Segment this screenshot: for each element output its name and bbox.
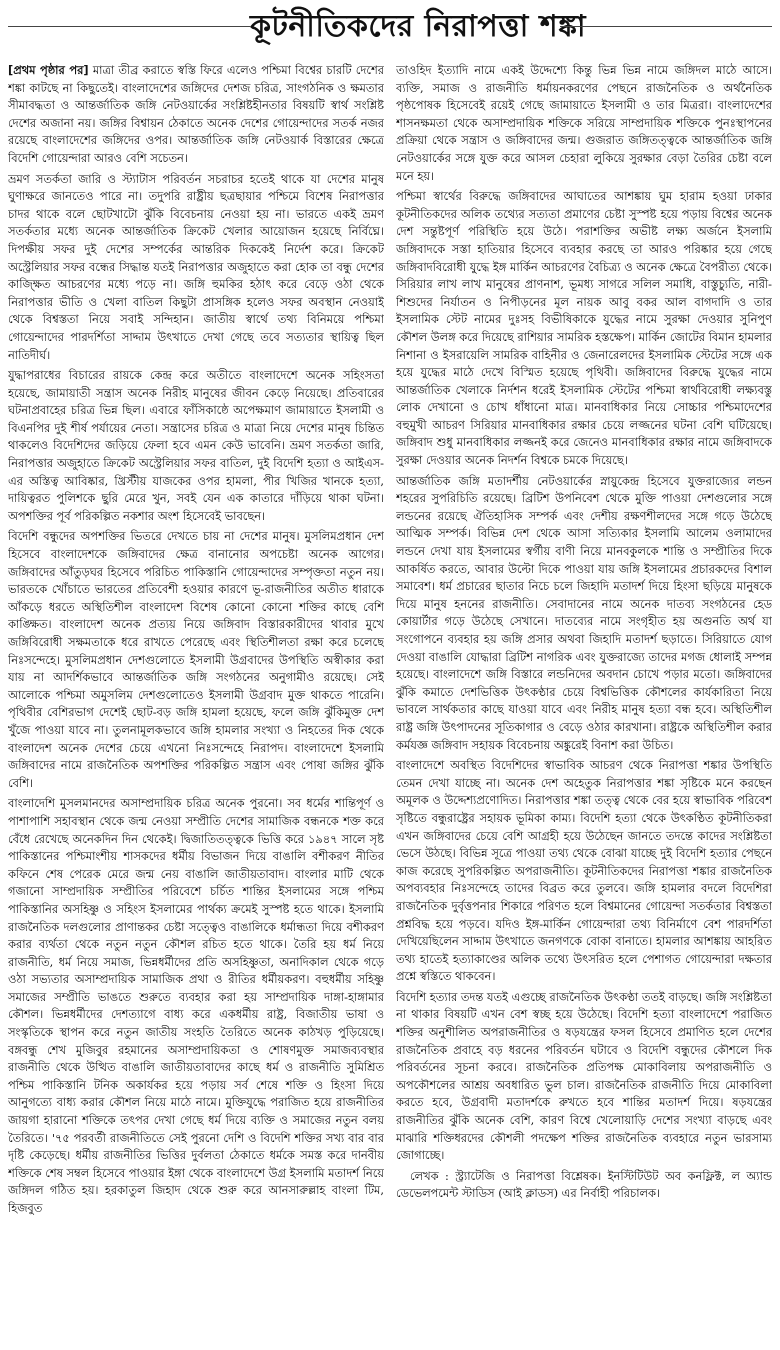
paragraph: বিদেশি বন্ধুদের অপশক্তির ভিতরে দেখতে চায় না দেশের মানুষ। মুসলিমপ্রধান দেশ হিসেবে বাংলাদেশকে জঙ্গিবাদের ক্ষেত্র বানানোর অপচেষ্টা অনেক আগের। জঙ্গিবাদের আঁতুড়ঘর হিসেবে পরিচিত পাকিস্তানি গোয়েন্দাদের সম্পৃক্ততা নতুন নয়। ভারতকে খোঁচাতে ভারতের প্রতিবেশী হওয়ার কারণে ভূ-রাজনীতির অতীত ধারাকে আঁকড়ে ধরতে অস্থিতিশীল বাংলাদেশ বিশেষ কোনো কোনো শক্তির কাছে বেশি কাঙ্ক্ষিত। বাংলাদেশ অনেক প্রত্যয় নিয়ে জঙ্গিবাদ বিস্তারকারীদের থাবার মুখে জঙ্গিবিরোধী সক্ষমতাকে ধরে রাখতে পেরেছে এবং স্থিতিশীলতা রক্ষা করে চলেছে নিঃসন্দেহে। মুসলিমপ্রধান দেশগুলোতে ইসলামী উগ্রবাদের উপস্থিতি অস্বীকার করা যায় না আদর্শিকভাবে আন্তর্জাতিক জঙ্গি সংগঠনের অনুগামীও রয়েছে। সেই আলোকে পশ্চিমা অমুসলিম দেশগুলোতেও ইসলামী উগ্রবাদ মুক্ত থাকতে পারেনি। পৃথিবীর বেশিরভাগ দেশেই ছোট-বড় জঙ্গি হামলা হয়েছে, ফলে জঙ্গি ঝুঁকিমুক্ত দেশ খুঁজে পাওয়া যাবে না। তুলনামূলকভাবে জঙ্গি হামলার সংখ্যা ও নিহতের দিক থেকে বাংলাদেশ অনেক দেশের চেয়ে এখনো নিঃসন্দেহে নিরাপদ। বাংলাদেশে ইসলামি জঙ্গিবাদের নামে রাজনৈতিক অপশক্তির পরিকল্পিত সন্ত্রাস এবং পোষা জঙ্গির ঝুঁকি বেশি।	[8, 529, 384, 790]
header-rule-left	[8, 26, 250, 27]
right-column	[396, 62, 772, 1346]
paragraph: আন্তর্জাতিক জঙ্গি মতাদর্শীয় নেটওয়ার্কের স্নায়ুকেন্দ্র হিসেবে যুক্তরাজ্যের লন্ডন শহরের সুপরিচিতি রয়েছে। ব্রিটিশ উপনিবেশ থেকে মুক্তি পাওয়া দেশগুলোর সঙ্গে লন্ডনের রয়েছে ঐতিহাসিক সম্পর্ক এবং দেশীয় রক্ষণশীলদের সঙ্গে গড়ে উঠেছে আত্মিক সম্পর্ক। বিভিন্ন দেশ থেকে আসা সত্যিকার ইসলামি আলেম ওলামাদের লন্ডনে দেখা যায় ইসলামের স্বর্গীয় বাণী নিয়ে মানবকুলকে শান্তি ও সম্প্রীতির দিকে আকর্ষিত করতে, আবার উল্টো দিকে পাওয়া যায় জঙ্গি ইসলামের প্রচারকদের বিশাল সমাবেশ। ধর্ম প্রচারের ছাতার নিচে চলে জিহাদি মতাদর্শ দিয়ে হিংসা ছড়িয়ে মানুষকে দিয়ে মানুষ হননের রাজনীতি। সেবাদানের নামে অনেক দাতব্য সংগঠনের হেড কোয়ার্টার গড়ে উঠেছে সেখানে। দাতব্যের নামে সংগৃহীত হয় অগুনতি অর্থ যা সংগোপনে ব্যবহার হয় জঙ্গি প্রসার অথবা জিহাদি মতাদর্শ ছড়াতে। সিরিয়াতে যোগ দেওয়া বাঙালি যোদ্ধারা ব্রিটিশ নাগরিক এবং যুক্তরাজ্যে তাদের মগজ ধোলাই সম্পন্ন হয়েছে। বাংলাদেশে জঙ্গি বিস্তারে লন্ডনিদের অবদান চোখে পড়ার মতো। জঙ্গিবাদের ঝুঁকি কমাতে দেশভিত্তিক উৎকণ্ঠার চেয়ে বিশ্বভিত্তিক কৌশলের কার্যকারিতা নিয়ে ভাবলে সার্থকতার কাছে যাওয়া যাবে এবং নিরীহ মানুষ হত্যা বন্ধ হবে। অস্থিতিশীল রাষ্ট্র জঙ্গি উৎপাদনের সূতিকাগার ও বেড়ে ওঠার কারখানা। রাষ্ট্রকে অস্থিতিশীল করার কর্মযজ্ঞ জঙ্গিবাদ সহায়ক বিবেচনায় অঙ্কুরেই বিনাশ করা উচিত।	[396, 473, 772, 752]
continuation-tag: [প্রথম পৃষ্ঠার পর]	[8, 63, 89, 77]
paragraph: বাংলাদেশে অবস্থিত বিদেশিদের স্বাভাবিক আচরণ থেকে নিরাপত্তা শঙ্কার উপস্থিতি তেমন দেখা যাচ্ছে না। অনেক দেশ অহেতুক নিরাপত্তার শঙ্কা সৃষ্টিকে মনে করছেন অমূলক ও উদ্দেশ্যপ্রণোদিত। নিরাপত্তার শঙ্কা তত্ত্ব থেকে বের হয়ে স্বাভাবিক পরিবেশ সৃষ্টিতে বন্ধুরাষ্ট্রের সহায়ক ভূমিকা কাম্য। বিদেশি হত্যা থেকে উৎকণ্ঠিত কূটনীতিকরা এখন জঙ্গিবাদের চেয়ে বেশি আগ্রহী হয়ে উঠেছেন জানতে তদন্তে কাদের সংশ্লিষ্টতা ভেসে উঠছে। বিভিন্ন সূত্রে পাওয়া তথ্য থেকে বোঝা যাচ্ছে দুই বিদেশি হত্যার পেছনে কাজ করেছে সুপরিকল্পিত অপরাজনীতি। কূটনীতিকদের নিরাপত্তা শঙ্কার রাজনৈতিক অপব্যবহার নিঃসন্দেহে তাদের বিব্রত করে তুলবে। জঙ্গি হামলার বদলে বিদেশিরা রাজনৈতিক দুর্বৃত্তপনার শিকারে পরিণত হলে বিশ্বমানের গোয়েন্দা সতর্কতার বিশ্বস্ততা প্রশ্নবিদ্ধ হয়ে পড়বে। যদিও ইঙ্গ-মার্কিন গোয়েন্দারা তথ্য বিনির্মাণে বেশ পারদর্শিতা দেখিয়েছিলেন সাদ্দাম উৎখাতে জনগণকে বোকা বানাতে। হামলার আশঙ্কায় আহরিত তথ্য হাতেই হত্যাকাণ্ডের অলিক তথ্যে উৎসরিত হলে পেশাগত গোয়েন্দারা দক্ষতার প্রশ্নে স্বস্তিতে থাকবেন।	[396, 758, 772, 984]
left-column	[8, 62, 384, 1346]
paragraph: পশ্চিমা স্বার্থের বিরুদ্ধে জঙ্গিবাদের আঘাতের আশঙ্কায় ঘুম হারাম হওয়া ঢাকার কূটনীতিকদের অলিক তথ্যের সত্যতা প্রমাণের চেষ্টা সুস্পষ্ট হয়ে পড়ায় বিশ্বের অনেক দেশ সন্তুষ্টপূর্ণ পরিস্থিতি হয়ে উঠে। পরাশক্তির অভীষ্ট লক্ষ্য অর্জনে ইসলামি জঙ্গিবাদকে সস্তা হাতিয়ার হিসেবে ব্যবহার করছে তা আরও পরিষ্কার হয়ে গেছে জঙ্গিবাদবিরোধী যুদ্ধে ইঙ্গ মার্কিন আচরণের বৈচিত্র্য ও অনেক ক্ষেত্রে বৈপরীত্য থেকে। সিরিয়ার লাখ লাখ মানুষের প্রাণনাশ, ভূমধ্য সাগরে সলিল সমাধি, বাস্তুচ্যুতি, নারী-শিশুদের নির্যাতন ও নিপীড়নের মূল নায়ক আবু বকর আল বাগদাদি ও তার ইসলামিক স্টেট নামের দুঃসহ বিভীষিকাকে যুদ্ধের নামে সুরক্ষা দেওয়ার সুনিপুণ কৌশল উলঙ্গ করে দিয়েছে রাশিয়ার সামরিক হস্তক্ষেপ। মার্কিন জোটের বিমান হামলার নিশানা ও ইসরায়েলি সামরিক বাহিনীর ও জেনারেলদের ইসলামিক স্টেটের সঙ্গে এক হয়ে যুদ্ধের মাঠে দেখে বিস্মিত হয়েছে পৃথিবী। জঙ্গিবাদের বিরুদ্ধে যুদ্ধের নামে আন্তর্জাতিক খেলাকে নির্দশন ধরেই ইসলামিক স্টেটের পশ্চিমা স্বার্থবিরোধী লক্ষ্যবস্তু লোক দেখানো ও চোখ ধাঁধানো মাত্র। মানবাধিকার নিয়ে সোচ্চার পশ্চিমাদেশের বহুমুখী আচরণ সিরিয়ার মানবাধিকার রক্ষার চেয়ে লজ্জনের ঘটনা বেশি ঘটিয়েছে। জঙ্গিবাদ শুধু মানবাধিকার লজ্জনই করে জেনেও মানবাধিকার রক্ষার নামে জঙ্গিবাদকে সুরক্ষা দেওয়ার অনেক নিদর্শন বিশ্বকে চমকে দিয়েছে।	[396, 189, 772, 468]
paragraph: বিদেশি হত্যার তদন্ত যতই এগুচ্ছে রাজনৈতিক উৎকণ্ঠা ততই বাড়ছে। জঙ্গি সংশ্লিষ্টতা না থাকার বিষয়টি এখন বেশ স্বচ্ছ হয়ে উঠেছে। বিদেশি হত্যা বাংলাদেশে পরাজিত শক্তির অনুশীলিত অপরাজনীতির ও ষড়যন্ত্রের ফসল হিসেবে প্রমাণিত হলে দেশের রাজনৈতিক প্রবাহে বড় ধরনের পরিবর্তন ঘটাবে ও বিদেশি বন্ধুদের কৌশলে দিক পরিবর্তনের সূচনা করবে। রাজনৈতিক প্রতিপক্ষ মোকাবিলায় অপরাজনীতি ও অপকৌশলের আশ্রয় অবধারিত ভুল চাল। রাজনৈতিক রাজনীতি দিয়ে মোকাবিলা করতে হবে, উগ্রবাদী মতাদর্শকে রুখতে হবে শান্তির মতাদর্শ দিয়ে। ষড়যন্ত্রের রাজনীতির ঝুঁকি অনেক বেশি, কারণ বিশ্বে খেলোয়াড়ি দেশের সংখ্যা বাড়ছে এবং মাঝারি শক্তিধরদের কৌশলী পদক্ষেপ শক্তির রাজনৈতিক ব্যবহারে নতুন ভারসাম্য জোগাচ্ছে।	[396, 989, 772, 1163]
paragraph	[8, 62, 384, 168]
paragraph: তাওহিদ ইত্যাদি নামে একই উদ্দেশ্যে কিন্তু ভিন্ন ভিন্ন নামে জঙ্গিদল মাঠে আসে। ব্যক্তি, সমাজ ও রাজনীতি ধর্মায়নকরণের পেছনে রাজনৈতিক ও অর্থনৈতিক পৃষ্ঠপোষক হিসেবেই রয়েই গেছে জামায়াতে ইসলামী ও তার মিত্ররা। বাংলাদেশের শাসনক্ষমতা থেকে অসাম্প্রদায়িক শক্তিকে সরিয়ে সাম্প্রদায়িক শক্তিকে পুনঃস্থাপনের প্রক্রিয়া থেকে সন্ত্রাস ও জঙ্গিবাদের জন্ম। গুজরাত জঙ্গিতত্ত্বকে আন্তর্জাতিক জঙ্গি নেটওয়ার্কের সঙ্গে যুক্ত করে আসল চেহারা লুকিয়ে সুরক্ষার বেড়া তৈরির চেষ্টা বলে মনে হয়।	[396, 63, 772, 183]
author-byline: লেখক : স্ট্র্যাটেজি ও নিরাপত্তা বিশ্লেষক। ইনস্টিটিউট অব কনফ্লিক্ট, ল অ্যান্ড ডেভেলপমেন্ট স্টাডিস (আই ক্লাডস) এর নির্বাহী পরিচালক।	[396, 1168, 772, 1201]
article-columns	[8, 62, 772, 1346]
paragraph: যুদ্ধাপরাধের বিচারের রায়কে কেন্দ্র করে অতীতে বাংলাদেশে অনেক সহিংসতা হয়েছে, জামায়াতী সন্ত্রাস অনেক নিরীহ মানুষের জীবন কেড়ে নিয়েছে। প্রতিবারের ঘটনাপ্রবাহের চরিত্র ভিন্ন ছিল। এবারে ফাঁসিকাষ্ঠে অপেক্ষমাণ জামায়াতে ইসলামী ও বিএনপির দুই শীর্ষ পর্যায়ের নেতা। সন্ত্রাসের চরিত্র ও মাত্রা নিয়ে দেশের মানুষ চিন্তিত থাকলেও বিদেশিদের জড়িয়ে ফেলা হবে এমন কেউ ভাবেনি। ভ্রমণ সতর্কতা জারি, নিরাপত্তার অজুহাতে ক্রিকেট অস্ট্রেলিয়ার সফর বাতিল, দুই বিদেশি হত্যা ও আইএস-এর অস্তিত্ব আবিষ্কার, খ্রিস্টীয় যাজকের ওপর হামলা, পীর খিজির খানকে হত্যা, দায়িত্বরত পুলিশকে ছুরি মেরে খুন, সবই যেন এক কাতারে দাঁড়িয়ে থাকা ঘটনা। অপশক্তির পূর্ব পরিকল্পিত নকশার অংশ হিসেবেই ভাবছেন।	[8, 368, 384, 523]
article-header	[0, 0, 780, 60]
paragraph: ভ্রমণ সতর্কতা জারি ও স্ট্যাটাস পরিবর্তন সচরাচর হতেই থাকে যা দেশের মানুষ ঘুণাক্ষরে জানতেও পারে না। তদুপরি রাষ্ট্রীয় ছত্রছায়ার পশ্চিমে বিশেষ নিরাপত্তার চাদর থাকে বলে ছোটখাটো ঝুঁকি বিবেচনায় নেওয়া হয় না। ভারতে একই ভ্রমণ সতর্কতার মধ্যে অনেক আন্তর্জাতিক ক্রিকেট খেলার আয়োজন হয়েছে নির্বিঘ্নে। দিপক্ষীয় সফর দুই দেশের সম্পর্কের আন্তরিক দিককেই নির্দেশ করে। ক্রিকেট অস্ট্রেলিয়ার সফর বন্ধের সিদ্ধান্ত যতই নিরাপত্তার অজুহাতে করা হোক তা বন্ধু দেশের কাজ্ক্ষিত আচরণের মধ্যে পড়ে না। জঙ্গি হুমকির হঠাৎ করে বেড়ে ওঠা থেকে নিরাপত্তার ভীতি ও খেলা বাতিল কিছুটা প্রাসঙ্গিক হলেও সফর অবস্থান নেওয়াই থেকে বিশ্বস্ততা নিয়ে সবাই সন্দিহান। জাতীয় স্বার্থে তথ্য বিনিময়ে পশ্চিমা গোয়েন্দাদের পারদর্শিতা সাদ্দাম উৎখাতে দেখা গেছে তবে সত্যতার স্থায়িত্ব ছিল নাতিদীর্ঘ।	[8, 171, 384, 362]
header-rule-right	[560, 26, 772, 27]
paragraph: বাংলাদেশি মুসলমানদের অসাম্প্রদায়িক চরিত্র অনেক পুরনো। সব ধর্মের শান্তিপূর্ণ ও পাশাপাশি সহাবস্থান থেকে জন্ম নেওয়া সম্প্রীতি দেশের সামাজিক বন্ধনকে শক্ত করে বেঁধে রেখেছে অনেকদিন দিন থেকেই। দ্বিজাতিতত্ত্বকে ভিত্তি করে ১৯৪৭ সালে সৃষ্ট পাকিস্তানের পশ্চিমাংশীয় শাসকদের ধর্মীয় বিভাজন দিয়ে বাঙালি বশীকরণ নীতির কফিনে শেষ পেরেক মেরে জন্ম নেয় বাঙালি জাতীয়তাবাদ। বাংলার মাটি থেকে গজানো সাম্প্রদায়িক সম্প্রীতির পরিবেশে চর্চিত শান্তির ইসলামের সঙ্গে পশ্চিম পাকিস্তানির অসহিষ্ণু ও সহিংস ইসলামের পার্থক্য ক্রমেই সুস্পষ্ট হতে থাকে। ইসলামি রাজনৈতিক দলগুলোর প্রাণান্তকর চেষ্টা সত্ত্বেও বাঙালিকে ধর্মান্ধতা দিয়ে বশীকরণ করার ব্যর্থতা থেকে নতুন নতুন কৌশল রচিত হতে থাকে। তৈরি হয় ধর্ম নিয়ে রাজনীতি, ধর্ম নিয়ে সমাজ, ভিন্নধর্মীদের প্রতি অসহিষ্ণুতা, অনাদিকাল থেকে গড়ে ওঠা সভ্যতার অসাম্প্রদায়িক সামাজিক প্রথা ও রীতির ধর্মীয়করণ। বহুধর্মীয় সহিষ্ণু সমাজের সম্প্রীতি ভাঙতে শুরুতে ব্যবহার করা হয় সাম্প্রদায়িক দাঙ্গা-হাঙ্গামার কৌশল। ভিন্নধর্মীদের দেশত্যাগে বাধ্য করে একধর্মীয় রাষ্ট্র, বিজাতীয় ভাষা ও সংস্কৃতিকে স্থাপন করে নতুন জাতীয় সংহতি তৈরিতে অনেক কাঠখড় পুড়িয়েছে। বঙ্গবন্ধু শেখ মুজিবুর রহমানের অসাম্প্রদায়িকতা ও শোষণমুক্ত সমাজব্যবস্থার রাজনীতি থেকে উত্থিত বাঙালি জাতীয়তাবাদের কাছে ধর্ম ও রাজনীতি সুমিশ্রিত পশ্চিম পাকিস্তানি টনিক অকার্যকর হয়ে পড়ায় সর্ব শেষে শক্তি ও হিংসা দিয়ে আনুগত্যে বাধ্য করার কৌশল নিয়ে মাঠে নামে। মুক্তিযুদ্ধে পরাজিত হয়ে রাজনীতির জায়গা হারানো শক্তিকে তৎপর দেখা গেছে ধর্ম দিয়ে ব্যক্তি ও সমাজের নতুন বলয় তৈরিতে। '৭৫ পরবর্তী রাজনীতিতে সেই পুরনো দেশি ও বিদেশি শক্তির সখ্য বার বার দৃষ্টি কেড়েছে। ধর্মীয় রাজনীতির ভিত্তির দুর্বলতা ঠেকাতে ধর্মকে সমস্ত করে দানবীয় শক্তিকে শেষ সম্বল হিসেবে পাওয়ার ইঙ্গা থেকে বাংলাদেশে উগ্র ইসলামি মতাদর্শ নিয়ে জঙ্গিদল গঠিত হয়। হরকাতুল জিহাদ থেকে শুরু করে আনসারুল্লাহ বাংলা টিম, হিজবুত	[8, 796, 384, 1215]
article-title: কূটনীতিকদের নিরাপত্তা শঙ্কা	[250, 9, 587, 44]
paragraph-text: মাত্রা তীব্র করাতে স্বস্তি ফিরে এলেও পশ্চিমা বিশ্বের চারটি দেশের শঙ্কা কাটছে না কিছুতেই। বাংলাদেশের জঙ্গিদের দেশজ চরিত্র, সাংগঠনিক ও ক্ষমতার সীমাবদ্ধতা ও আন্তর্জাতিক জঙ্গি নেটওয়ার্কের সংশ্লিষ্টহীনতার বিষয়টি স্বার্থ সংশ্লিষ্ট দেশের অজানা নয়। জঙ্গির বিশ্বায়ন ঠেকাতে অনেক দেশের গোয়েন্দাদের সতর্ক নজর রয়েছে বাংলাদেশের জঙ্গিদের ওপর। আন্তর্জাতিক জঙ্গি নেটওয়ার্ক বিস্তারের ক্ষেত্রে বিদেশি গোয়েন্দারা আরও বেশি সচেতন।	[8, 63, 384, 165]
article-body	[8, 62, 772, 1346]
